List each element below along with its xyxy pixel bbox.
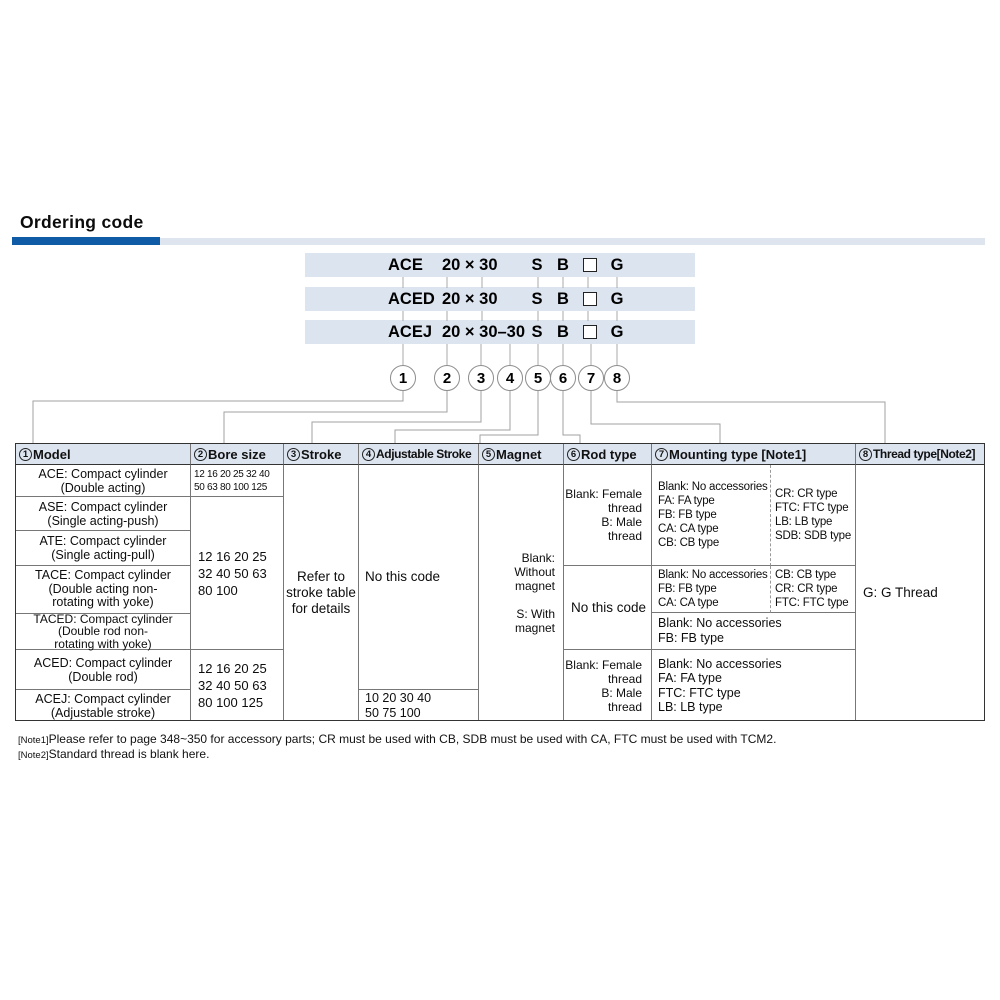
page-title: Ordering code <box>20 212 144 232</box>
position-marker-7: 7 <box>578 365 604 391</box>
circled-number-icon: 2 <box>194 448 207 461</box>
cell-mounting-4: Blank: No accessories FA: FA type FTC: FTC type LB: LB type <box>652 650 856 721</box>
cell-bore-2: 12 16 20 25 32 40 50 63 80 100 <box>191 497 284 650</box>
model-code: ACE <box>388 256 423 274</box>
circled-number-icon: 8 <box>859 448 872 461</box>
header-stroke: 3 Stroke <box>284 444 359 465</box>
rod-type-code: B <box>557 323 569 341</box>
ordering-table <box>15 443 985 721</box>
ordering-code-row <box>305 320 695 344</box>
cell-rod-type-2: No this code <box>564 566 652 650</box>
position-marker-2: 2 <box>434 365 460 391</box>
rod-type-code: B <box>557 290 569 308</box>
circled-number-icon: 5 <box>482 448 495 461</box>
cell-model-ase: ASE: Compact cylinder (Single acting-push) <box>16 497 191 531</box>
position-marker-8: 8 <box>604 365 630 391</box>
empty-box-icon <box>583 325 597 339</box>
cell-model-acej: ACEJ: Compact cylinder (Adjustable stroke) <box>16 690 191 721</box>
note-tag: [Note1] <box>18 735 49 746</box>
cell-mounting-1-right: CR: CR type FTC: FTC type LB: LB type SDB: SDB type <box>771 465 856 566</box>
circled-number-icon: 7 <box>655 448 668 461</box>
bore-stroke-code: 20 × 30 <box>442 256 498 274</box>
note-text: Standard thread is blank here. <box>48 747 210 761</box>
cell-mounting-2-left: Blank: No accessories FB: FB type CA: CA type <box>652 566 771 613</box>
cell-magnet: Blank: Without magnet S: With magnet <box>479 465 564 721</box>
header-magnet: 5 Magnet <box>479 444 564 465</box>
cell-bore-3: 12 16 20 25 32 40 50 63 80 100 125 <box>191 650 284 721</box>
magnet-code: S <box>531 323 543 341</box>
header-rod-type: 6 Rod type <box>564 444 652 465</box>
circled-number-icon: 6 <box>567 448 580 461</box>
thread-code: G <box>610 290 624 308</box>
cell-mounting-2-right: CB: CB type CR: CR type FTC: FTC type <box>771 566 856 613</box>
cell-thread-type: G: G Thread <box>863 585 938 600</box>
cell-adjustable-stroke-1: No this code <box>359 465 479 690</box>
thread-code: G <box>610 256 624 274</box>
cell-model-ate: ATE: Compact cylinder (Single acting-pull) <box>16 531 191 566</box>
header-mounting-type: 7 Mounting type [Note1] <box>652 444 856 465</box>
note-tag: [Note2] <box>18 750 49 761</box>
ordering-code-row <box>305 253 695 277</box>
bore-stroke-code: 20 × 30–30 <box>442 323 526 341</box>
model-code: ACEJ <box>388 323 433 341</box>
position-marker-4: 4 <box>497 365 523 391</box>
cell-model-tace: TACE: Compact cylinder (Double acting non- rotating with yoke) <box>16 566 191 614</box>
magnet-code: S <box>531 290 543 308</box>
empty-box-icon <box>583 292 597 306</box>
bore-stroke-code: 20 × 30 <box>442 290 498 308</box>
position-marker-6: 6 <box>550 365 576 391</box>
cell-bore-1: 12 16 20 25 32 40 50 63 80 100 125 <box>191 465 284 497</box>
circled-number-icon: 3 <box>287 448 300 461</box>
ordering-code-row <box>305 287 695 311</box>
header-bore-size: 2 Bore size <box>191 444 284 465</box>
thread-code: G <box>610 323 624 341</box>
position-marker-1: 1 <box>390 365 416 391</box>
cell-model-taced: TACED: Compact cylinder (Double rod non- rotating with yoke) <box>16 614 191 650</box>
cell-model-ace: ACE: Compact cylinder (Double acting) <box>16 465 191 497</box>
cell-adjustable-stroke-2: 10 20 30 40 50 75 100 <box>359 690 479 721</box>
cell-mounting-3: Blank: No accessories FB: FB type <box>652 613 856 650</box>
note-2 <box>18 745 209 763</box>
title-underline-light <box>160 238 985 245</box>
header-model: 1 Model <box>16 444 191 465</box>
magnet-code: S <box>531 256 543 274</box>
header-adjustable-stroke: 4 Adjustable Stroke <box>359 444 479 465</box>
model-code: ACED <box>388 290 435 308</box>
circled-number-icon: 4 <box>362 448 375 461</box>
title-underline-accent <box>12 237 160 245</box>
rod-type-code: B <box>557 256 569 274</box>
cell-mounting-1-left: Blank: No accessories FA: FA type FB: FB type CA: CA type CB: CB type <box>652 465 771 566</box>
cell-model-aced: ACED: Compact cylinder (Double rod) <box>16 650 191 690</box>
circled-number-icon: 1 <box>19 448 32 461</box>
cell-stroke: Refer to stroke table for details <box>284 465 359 721</box>
position-marker-5: 5 <box>525 365 551 391</box>
position-marker-3: 3 <box>468 365 494 391</box>
note-text: Please refer to page 348~350 for accessory parts; CR must be used with CB, SDB must be used with CA, FTC must be used with TCM2. <box>48 732 777 746</box>
empty-box-icon <box>583 258 597 272</box>
header-thread-type: 8 Thread type[Note2] <box>856 444 985 465</box>
cell-rod-type-3: Blank: Female thread B: Male thread <box>564 650 652 721</box>
cell-rod-type-1: Blank: Female thread B: Male thread <box>564 465 652 566</box>
